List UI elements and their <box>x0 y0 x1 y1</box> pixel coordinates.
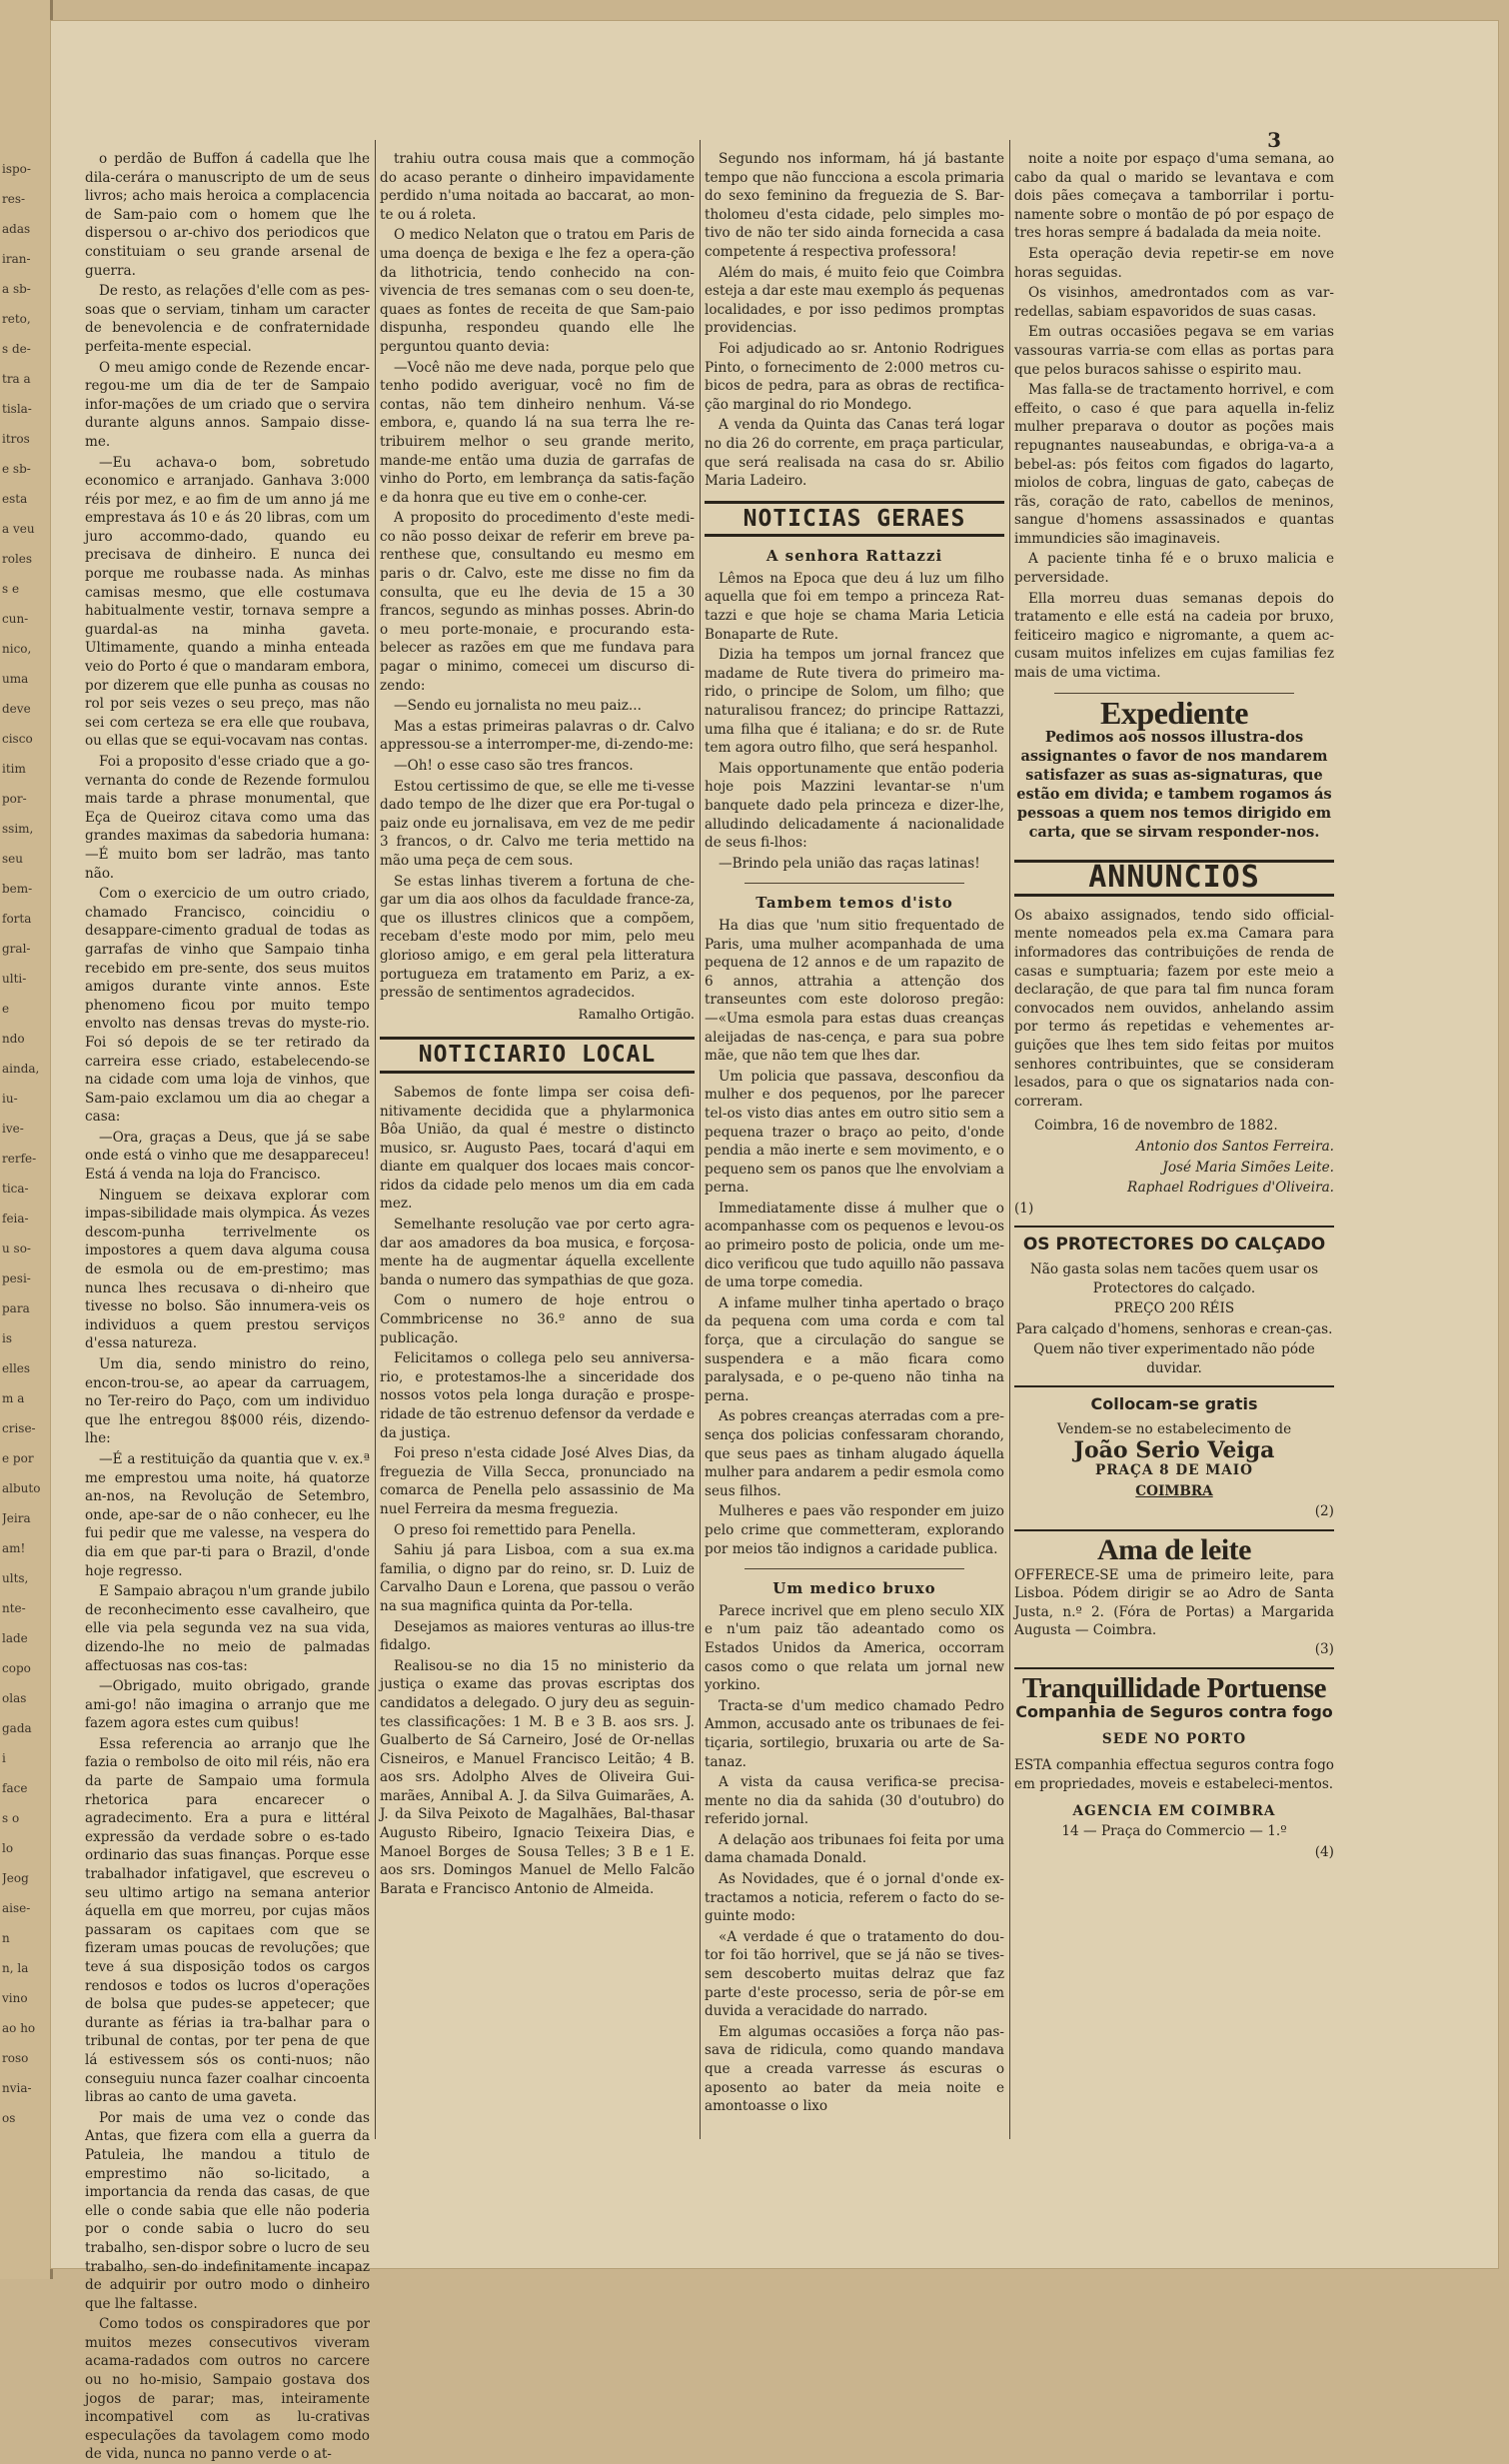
section-title-noticias-geraes: NOTICIAS GERAES <box>705 501 1004 538</box>
gutter-text-fragment: adas <box>2 222 31 236</box>
ad-ama-text: OFFERECE-SE uma de primeiro leite, para Lisboa. Pódem dirigir se ao Adro de Santa Justa, n.º 2. (Fóra de Portas) a Margarida Augusta — Coimbra. <box>1014 1566 1334 1639</box>
gutter-text-fragment: gada <box>2 1721 32 1735</box>
paragraph: O meu amigo conde de Rezende encar-regou-me um dia de ter de Sampaio infor-mações de um criado que o servira durante alguns annos. Sampaio disse-me. <box>85 359 370 450</box>
section-title-noticiario-local: NOTICIARIO LOCAL <box>380 1037 695 1074</box>
paragraph: As pobres creanças aterradas com a pre-sença dos policias confessaram chorando, que seus paes as tinham alugado áquella mulher para andarem a pedir esmola como seus filhos. <box>705 1408 1004 1499</box>
gutter-text-fragment: e por <box>2 1451 34 1465</box>
gutter-text-fragment: s o <box>2 1811 20 1825</box>
paragraph: Dizia ha tempos um jornal francez que madame de Rute tivera do primeiro ma-rido, o principe de Solom, um filho; que naturalisou francez; do principe Rattazzi, uma filha que é italiana; e do sr. de Rute tem agora outro filho, que será hespanhol. <box>705 647 1004 757</box>
gutter-text-fragment: os <box>2 2111 16 2125</box>
gutter-text-fragment: ive- <box>2 1122 24 1136</box>
paragraph: noite a noite por espaço d'uma semana, ao cabo da qual o marido se levantava e com dois pães começava a tamborrilar i portu-namente sobre o montão de pó por espaço de tres horas sempre á badalada da meia noite. <box>1014 151 1334 242</box>
gutter-text-fragment: tisla- <box>2 402 32 416</box>
ad-tranquillidade-text: ESTA companhia effectua seguros contra fogo em propriedades, moveis e estabeleci-mentos. <box>1014 1757 1334 1792</box>
divider <box>1014 1385 1334 1387</box>
ad-number: (4) <box>1314 1843 1334 1860</box>
gutter-text-fragment: tra a <box>2 372 31 386</box>
ad-collocam-title: Collocam-se gratis <box>1090 1394 1258 1414</box>
ad-tranquillidade-title: Tranquillidade Portuense <box>1021 1671 1327 1704</box>
paragraph: Se estas linhas tiverem a fortuna de che-gar um dia aos olhos da faculdade france-za, que os illustres clinicos que a compõem, recebam d'este modo por mim, pelo meu glorioso amigo, e em geral pela litteratura portugueza em tratamento em Pariz, a ex-pressão de sentimentos agradecidos. <box>380 873 695 1002</box>
divider <box>1054 693 1294 694</box>
paragraph: Lêmos na Epoca que deu á luz um filho aquella que foi em tempo a princeza Rat-tazzi e que hoje se chama Maria Leticia Bonaparte de Rute. <box>705 570 1004 643</box>
paragraph: Immediatamente disse á mulher que o acompanhasse com os pequenos e levou-os ao primeiro posto de policia, onde um me-dico verificou que tudo aquillo não passava de uma torpe comedia. <box>705 1200 1004 1291</box>
gutter-text-fragment: crise- <box>2 1421 36 1435</box>
paragraph: Um dia, sendo ministro do reino, encon-trou-se, ao apear da carruagem, no Ter-reiro do Paço, com um individuo que lhe entregou 8$000 réis, dizendo-lhe: <box>85 1356 370 1447</box>
gutter-text-fragment: face <box>2 1781 28 1795</box>
ad-line: Não gasta solas nem tacões quem usar os Protectores do calçado. <box>1029 1260 1319 1296</box>
paragraph: As Novidades, que é o jornal d'onde ex-tractamos a noticia, referem o facto do se-guinte modo: <box>705 1871 1004 1925</box>
ad-signer: José Maria Simões Leite. <box>1162 1159 1334 1176</box>
paragraph: Esta operação devia repetir-se em nove horas seguidas. <box>1014 245 1334 281</box>
ad-line: PRAÇA 8 DE MAIO <box>1094 1462 1254 1479</box>
gutter-text-fragment: e sb- <box>2 462 31 476</box>
ad-number: (3) <box>1314 1641 1334 1657</box>
gutter-text-fragment: iran- <box>2 252 31 266</box>
divider <box>745 883 964 884</box>
gutter-text-fragment: is <box>2 1331 12 1345</box>
gutter-text-fragment: reto, <box>2 312 31 326</box>
gutter-text-fragment: nvia- <box>2 2081 32 2095</box>
gutter-text-fragment: nte- <box>2 1601 26 1615</box>
gutter-text-fragment: iu- <box>2 1092 18 1106</box>
paragraph: —Eu achava-o bom, sobretudo economico e arranjado. Ganhava 3:000 réis por mez, e ao fim de um anno já me emprestava ás 10 e ás 20 libras, com um juro accommo-dado, quando eu precisava de dinheiro. E nunca dei porque me roubasse nada. As minhas camisas mesmo, que elle costumava habitualmente vestir, tornava sempre a guardal-as na minha gaveta. Ultimamente, quando a minha enteada veio do Porto é que o mandaram embora, por dizerem que elle punha as cousas no rol por seis vezes o seu preço, mas não sei com certeza se era elle que roubava, ou ellas que se equi-vocavam nas contas. <box>85 454 370 750</box>
column-2 <box>380 150 695 1900</box>
paragraph: Por mais de uma vez o conde das Antas, que fizera com ella a guerra da Patuleia, lhe mandou a titulo de emprestimo não so-licitado, a importancia da renda das casas, de que elle o conde sabia que elle não poderia por o conde sabia o lucro do seu trabalho, sen-dispor sobre o lucro de seu trabalho, sen-do indefinitamente incapaz de adquirir por outro modo o dinheiro que lhe faltasse. <box>85 2109 370 2312</box>
ad-line: Vendem-se no estabelecimento de <box>1056 1421 1292 1438</box>
gutter-text-fragment: s de- <box>2 342 31 356</box>
column-rule <box>700 140 701 2139</box>
gutter-text-fragment: itim <box>2 762 26 776</box>
paragraph: Um policia que passava, desconfiou da mulher e dos pequenos, por lhe parecer tel-os visto dias antes em outro sitio sem a pequena trazer o braço ao peito, d'onde pendia a mão inerte e sem movimento, e o pequeno sem os panos que lhe envolviam a perna. <box>705 1068 1004 1197</box>
paragraph: A delação aos tribunaes foi feita por uma dama chamada Donald. <box>705 1831 1004 1867</box>
paragraph: Mais opportunamente que então poderia hoje pois Mazzini levantar-se n'um banquete dado pela princeza e dizer-lhe, alludindo delicadamente á nacionalidade de seus fi-lhos: <box>705 760 1004 852</box>
divider <box>1014 1667 1334 1669</box>
gutter-text-fragment: forta <box>2 912 32 926</box>
paragraph: E Sampaio abraçou n'um grande jubilo de reconhecimento esse cavalheiro, que elle via pela segunda vez na sua vida, dizendo-lhe no meio de palmadas affectuosas nas cos-tas: <box>85 1583 370 1674</box>
gutter-text-fragment: albuto <box>2 1481 41 1495</box>
gutter-text-fragment: Jeog <box>2 1871 29 1885</box>
paragraph: trahiu outra cousa mais que a commoção do acaso perante o dinheiro impavidamente perdido n'uma noitada ao baccarat, ao mon-te ou á roleta. <box>380 151 695 223</box>
ad-ama-title: Ama de leite <box>1097 1533 1251 1567</box>
gutter-text-fragment: nico, <box>2 642 32 656</box>
news-item: Segundo nos informam, há já bastante tempo que não funcciona a escola primaria do sexo feminino da freguezia de S. Bar-tholomeu d'esta cidade, pelo simples mo-tivo de não ter sido ainda fornecida a casa competente á respectiva professora! <box>705 151 1004 260</box>
paragraph: Tracta-se d'um medico chamado Pedro Ammon, accusado ante os tribunaes de fei-tiçaria, sortilegio, bruxaria ou arte de Sa-tanaz. <box>705 1697 1004 1770</box>
gutter-text-fragment: roles <box>2 552 33 566</box>
paragraph: Parece incrivel que em pleno seculo XIX e n'um paiz tão adeantado como os Estados Unidos da America, occorram casos como o que relata um jornal new yorkino. <box>705 1602 1004 1694</box>
ad-signer: Raphael Rodrigues d'Oliveira. <box>1127 1180 1334 1197</box>
gutter-text-fragment: seu <box>2 852 23 866</box>
paragraph: Em algumas occasiões a força não pas-sava de ridicula, como quando mandava que a creada varresse ás escuras o aposento ao bater da meia noite e amontoasse o lixo <box>705 2023 1004 2115</box>
divider <box>1014 1529 1334 1531</box>
gutter-text-fragment: Jeira <box>2 1511 31 1525</box>
annuncios-title: ANNUNCIOS <box>1014 860 1334 897</box>
paragraph: Ella morreu duas semanas depois do tratamento e elle está na cadeia por bruxo, feiticeiro magico e nigromante, a quem ac-cusam muitos infelizes em cujas familias fez mais de uma victima. <box>1014 590 1334 682</box>
gutter-text-fragment: elles <box>2 1361 31 1375</box>
gutter-text-fragment: uma <box>2 672 29 686</box>
ad-number: (1) <box>1014 1200 1034 1217</box>
author-signature: Ramalho Ortigão. <box>578 1007 695 1023</box>
news-item: Desejamos as maiores venturas ao illus-tre fidalgo. <box>380 1618 695 1654</box>
ad-protectores-title: OS PROTECTORES DO CALÇADO <box>1022 1234 1326 1255</box>
gutter-text-fragment: am! <box>2 1541 26 1555</box>
paragraph: O medico Nelaton que o tratou em Paris de uma doença de bexiga e lhe fez a opera-ção da lithotricia, tendo conhecido na con-vivencia de tres semanas com o seu doen-te, quaes as fontes de receita de que Sam-paio dispunha, respondeu quando elle lhe perguntou quanto devia: <box>380 227 695 355</box>
gutter-text-fragment: cisco <box>2 732 33 746</box>
gutter-text-fragment: res- <box>2 192 26 206</box>
paragraph: —É a restituição da quantia que v. ex.ª me emprestou uma noite, há quatorze an-nos, na Revolução de Setembro, onde, ape-sar de o não conhecer, eu lhe fui pedir que me valesse, na vespera do dia em que par-ti para o Brazil, d'onde hoje regresso. <box>85 1450 370 1579</box>
paragraph: —Você não me deve nada, porque pelo que tenho podido averiguar, você no fim de contas, não tem dinheiro nenhum. Vá-se embora, e, quando lá na sua terra lhe re-tribuirem melhor o seu grande merito, mande-me então uma duzia de garrafas de vinho do Porto, em lembrança da satis-fação e da honra que eu tive em o conhe-cer. <box>380 359 695 506</box>
paragraph: A paciente tinha fé e o bruxo malicia e perversidade. <box>1014 551 1334 587</box>
gutter-text-fragment: rerfe- <box>2 1152 37 1166</box>
article-heading: Tambem temos d'isto <box>755 894 953 913</box>
gutter-text-fragment: ndo <box>2 1032 25 1046</box>
gutter-text-fragment: copo <box>2 1661 31 1675</box>
column-rule <box>1009 140 1010 2139</box>
gutter-text-fragment: itros <box>2 432 30 446</box>
ad-tranquillidade-subtitle: Companhia de Seguros contra fogo <box>1015 1702 1333 1722</box>
gutter-text-fragment: ainda, <box>2 1062 40 1076</box>
gutter-text-fragment: tica- <box>2 1182 29 1196</box>
column-4 <box>1014 150 1334 1861</box>
gutter-text-fragment: aise- <box>2 1901 31 1915</box>
news-item: Semelhante resolução vae por certo agra-dar aos amadores da boa musica, e forçosa-mente ha de augmentar áquella excellente banda o numero das sympathias de que goza. <box>380 1217 695 1288</box>
gutter-text-fragment: gral- <box>2 942 31 956</box>
column-3 <box>705 150 1004 2118</box>
gutter-text-fragment: ssim, <box>2 822 34 836</box>
news-item: Felicitamos o collega pelo seu anniversa-rio, e protestamos-lhe a sinceridade dos nossos votos pela longa duração e prospe-ridade de tão estrenuo defensor da verdade e da justiça. <box>380 1350 695 1441</box>
gutter-text-fragment: u so- <box>2 1241 31 1255</box>
ad-declaration: Os abaixo assignados, tendo sido official-mente nomeados pela ex.ma Camara para informadores das contribuições de renda de casas e sumptuaria; fazem por este meio a declaração, de que para tal fim nunca foram convocados nem ouvidos, anhelando assim por termo ás repetidas e vehementes ar-guições que lhes tem sido feitas por muitos senhores contribuintes, que se consideram lesados, para o que os signatarios nada con-correram. <box>1014 907 1334 1110</box>
gutter-text-fragment: a sb- <box>2 282 31 296</box>
gutter-text-fragment: s e <box>2 582 20 596</box>
paragraph: Ninguem se deixava explorar com impas-sibilidade mais olympica. Ás vezes descom-punha terrivelmente os impostores a quem dava alguma cousa de esmola ou de em-prestimo; mas nunca lhes recusava o di-nheiro que tivesse no bolso. São innumera-veis os individuos a quem prestou serviços d'essa natureza. <box>85 1187 370 1352</box>
article-heading: A senhora Rattazzi <box>765 547 943 566</box>
ad-signer: Antonio dos Santos Ferreira. <box>1135 1138 1334 1155</box>
ad-line: PREÇO 200 RÉIS <box>1113 1300 1235 1317</box>
news-item: O preso foi remettido para Penella. <box>394 1521 637 1538</box>
divider <box>1014 1226 1334 1228</box>
ad-agency: AGENCIA EM COIMBRA <box>1072 1802 1276 1819</box>
gutter-text-fragment: olas <box>2 1691 27 1705</box>
news-item: Foi preso n'esta cidade José Alves Dias, da freguezia de Villa Secca, pronunciado na comarca de Penella pelo assassinio de Ma nuel Ferreira da mesma freguezia. <box>380 1445 695 1517</box>
paragraph: A infame mulher tinha apertado o braço da pequena com uma corda e com tal força, que a circulação do sangue se suspendera e a mão ficara como paralysada, e o pe-queno não tinha na perna. <box>705 1294 1004 1404</box>
paragraph: Ha dias que 'num sitio frequentado de Paris, uma mulher acompanhada de uma pequena de 12 annos e de um rapazito de 6 annos, attrahia a attenção dos transeuntes com este doloroso pregão: —«Uma esmola para estas duas creanças aleijadas de nas-cença, e para sua pobre mãe, que não tem que lhes dar. <box>705 917 1004 1065</box>
column-1 <box>85 150 370 2463</box>
expediente-text: Pedimos aos nossos illustra-dos assignantes o favor de nos mandarem satisfazer as suas as-signaturas, que estão em divida; e tambem rogamos ás pessoas a quem nos temos dirigido em carta, que se sirvam responder-nos. <box>1016 729 1332 842</box>
ad-line: COIMBRA <box>1135 1482 1213 1499</box>
paragraph: —Oh! o esse caso são tres francos. <box>394 758 634 774</box>
gutter-text-fragment: lo <box>2 1841 14 1855</box>
gutter-text-fragment: roso <box>2 2051 29 2065</box>
page-number: 3 <box>1267 128 1281 152</box>
gutter-text-fragment: i <box>2 1751 6 1765</box>
news-item: A venda da Quinta das Canas terá logar no dia 26 do corrente, em praça particular, que será realisada na casa do sr. Abilio Maria Ladeiro. <box>705 417 1004 490</box>
paragraph: «A verdade é que o tratamento do dou-tor foi tão horrivel, que se já não se tives-sem descoberto muitas delraz que faz parte d'este processo, seria de pôr-se em duvida a veracidade do narrado. <box>705 1928 1004 2020</box>
gutter-text-fragment: vino <box>2 1991 28 2005</box>
news-item: Sahiu já para Lisboa, com a sua ex.ma familia, o digno par do reino, sr. D. Luiz de Carvalho Daun e Lorena, que passou o verão na sua magnifica quinta da Por-tella. <box>380 1542 695 1614</box>
paragraph: —Brindo pela união das raças latinas! <box>719 855 980 872</box>
paragraph: Mas falla-se de tractamento horrivel, e com effeito, o caso é que para aquella in-feliz mulher preparava o doutor as poções mais repugnantes nauseabundas, e obriga-va-a a bebel-as: pós feitos com figados do lagarto, miolos de cobra, linguas de gato, cabeças de rãs, coração de rato, cabellos de meninos, sangue d'homens assassinados e quantas immundicies são imaginaveis. <box>1014 382 1334 547</box>
ad-date: Coimbra, 16 de novembro de 1882. <box>1034 1118 1278 1135</box>
paragraph: De resto, as relações d'elle com as pes-soas que o serviam, tinham um caracter de benevolencia e de confraternidade perfeita-mente especial. <box>85 283 370 355</box>
gutter-text-fragment: a veu <box>2 522 35 536</box>
column-rule <box>375 140 376 2139</box>
paragraph: Em outras occasiões pegava se em varias vassouras varria-se com ellas as portas para que pelos buracos sahisse o espirito mau. <box>1014 324 1334 378</box>
ad-line: Para calçado d'homens, senhoras e crean-ças. <box>1015 1320 1333 1337</box>
gutter-text-fragment: feia- <box>2 1212 29 1226</box>
ad-number: (2) <box>1314 1503 1334 1520</box>
gutter-text-fragment: ulti- <box>2 972 27 986</box>
article-heading: Um medico bruxo <box>772 1579 936 1598</box>
paragraph: Estou certissimo de que, se elle me ti-vesse dado tempo de lhe dizer que era Por-tugal o paiz onde eu jornalisava, em vez de me pedir 3 francos, o dr. Calvo me teria mettido na mão uma peça de cem sous. <box>380 778 695 869</box>
paragraph: A vista da causa verifica-se precisa-mente no dia da sahida (30 d'outubro) do referido jornal. <box>705 1774 1004 1828</box>
gutter-text-fragment: pesi- <box>2 1271 31 1285</box>
paragraph: —Sendo eu jornalista no meu paiz... <box>394 698 642 715</box>
gutter-text-fragment: esta <box>2 492 28 506</box>
news-item: Sabemos de fonte limpa ser coisa defi-nitivamente decidida que a phylarmonica Bôa União, da qual é mestre o distincto musico, sr. Augusto Paes, tocará d'aqui em diante em qualquer dos locaes mais concor-ridos da cidade pelo menos um dia em cada mez. <box>380 1084 695 1213</box>
paragraph: Mulheres e paes vão responder em juizo pelo crime que commetteram, explorando por meios tão indignos a caridade publica. <box>705 1503 1004 1557</box>
ad-seat: SEDE NO PORTO <box>1101 1730 1247 1747</box>
ad-address: 14 — Praça do Commercio — 1.º <box>1061 1823 1287 1840</box>
news-item: Realisou-se no dia 15 no ministerio da justiça o exame das provas escriptas dos candidatos a delegado. O jury deu as seguin-tes classificações: 1 M. B e 3 B. aos srs. J. Gualberto de Sá Carneiro, José de Or-nellas Cisneiros, e Manuel Francisco Leitão; 4 B. aos srs. Adolpho Alves de Oliveira Gui-marães, Annibal A. J. da Silva Guimarães, A. J. da Silva Peixoto de Magalhães, Bal-thasar Augusto Ribeiro, Ignacio Teixeira Dias, e Manoel Borges de Sousa Telles; 3 B e 1 E. aos srs. Domingos Manuel de Mello Falcão Barata e Francisco Antonio de Almeida. <box>380 1657 695 1897</box>
paragraph: Os visinhos, amedrontados com as var-redellas, sabiam espavoridos de suas casas. <box>1014 285 1334 320</box>
gutter-text-fragment: n <box>2 1931 10 1945</box>
news-item: Foi adjudicado ao sr. Antonio Rodrigues Pinto, o fornecimento de 2:000 metros cu-bicos de pedra, para as obras de rectifica-ção marginal do rio Mondego. <box>705 340 1004 413</box>
gutter-text-fragment: e <box>2 1002 10 1016</box>
paragraph: Foi a proposito d'esse criado que a go-vernanta do conde de Rezende formulou mais tarde a phrase monumental, que Eça de Queiroz citava como uma das grandes maximas da sabedoria humana:—É muito bom ser ladrão, mas tanto não. <box>85 754 370 882</box>
news-item: Com o numero de hoje entrou o Commbricense no 36.º anno de sua publicação. <box>380 1292 695 1346</box>
previous-page-gutter <box>0 0 53 2279</box>
gutter-text-fragment: ults, <box>2 1571 29 1585</box>
gutter-text-fragment: m a <box>2 1391 25 1405</box>
paragraph: —Obrigado, muito obrigado, grande ami-go! não imagina o arranjo que me fazem agora estes cum quibus! <box>85 1678 370 1732</box>
paragraph: o perdão de Buffon á cadella que lhe dila-cerára o manuscripto de um de seus livros; acho mais heroica a complacencia de Sam-paio com o homem que lhe dispersou o ar-chivo dos periodicos que constituiam o seu grande arsenal de guerra. <box>85 151 370 279</box>
paragraph: Como todos os conspiradores que por muitos mezes consecutivos viveram acama-radados com outros no carcere ou no ho-misio, Sampaio gostava dos jogos de parar; mas, inteiramente incompativel com as lu-crativas especulações da tavolagem como modo de vida, nunca no panno verde o at- <box>85 2316 370 2463</box>
gutter-text-fragment: deve <box>2 702 31 716</box>
gutter-text-fragment: cun- <box>2 612 29 626</box>
gutter-text-fragment: para <box>2 1301 30 1315</box>
gutter-text-fragment: por- <box>2 792 27 806</box>
ad-line: João Serio Veiga <box>1073 1436 1275 1463</box>
gutter-text-fragment: n, la <box>2 1961 29 1975</box>
divider <box>745 1568 964 1569</box>
gutter-text-fragment: ispo- <box>2 162 31 176</box>
gutter-text-fragment: bem- <box>2 882 33 896</box>
paragraph: Com o exercicio de um outro criado, chamado Francisco, coincidiu o desappare-cimento gradual de todas as garrafas de vinho que Sampaio tinha recebido em pre-sente, dos seus muitos amigos durante vinte annos. Este phenomeno ficou por muito tempo envolto nas densas trevas do myste-rio. Foi só depois de se ter retirado da carreira esse criado, estabelecendo-se na cidade com uma loja de vinhos, que Sam-paio exclamou um dia ao chegar a casa: <box>85 886 370 1126</box>
ad-line: Quem não tiver experimentado não póde duvidar. <box>1033 1341 1315 1376</box>
paragraph: —Ora, graças a Deus, que já se sabe onde está o vinho que me desappareceu! Está á venda na loja do Francisco. <box>85 1129 370 1184</box>
paragraph: A proposito do procedimento d'este medi-co não posso deixar de referir em breve pa-renthese que, consultando eu mesmo em paris o dr. Calvo, este me disse no fim da consulta, que eu lhe devia de 15 a 30 francos, segundo as minhas posses. Abrin-do o meu porte-monaie, e procurando esta-belecer as razões em que me fundava para pagar o minimo, comecei um discurso di-zendo: <box>380 510 695 694</box>
paragraph: Essa referencia ao arranjo que lhe fazia o rembolso de oito mil réis, não era da parte de Sampaio uma formula rhetorica para encarecer o agradecimento. Era a pura e littéral expressão da verdade sobre o es-tado ordinario das suas finanças. Porque esse trabalhador infatigavel, que escreveu o seu ultimo artigo na semana anterior áquella em que morreu, por cujas mãos passaram os capitaes com que se fizeram umas poucas de revoluções; que teve á sua disposição todos os cargos rendosos e todos os lucros d'operações de bolsa que pudes-se appetecer; que durante as férias ia tra-balhar para o tribunal de contas, por ter pena de que lá estivessem sós os conti-nuos; não conseguiu nunca fazer coalhar cincoenta libras ao canto de uma gaveta. <box>85 1735 370 2106</box>
gutter-text-fragment: ao ho <box>2 2021 36 2035</box>
expediente-title: Expediente <box>1100 694 1248 731</box>
paragraph: Mas a estas primeiras palavras o dr. Calvo appressou-se a interromper-me, di-zendo-me: <box>380 718 695 754</box>
news-item: Além do mais, é muito feio que Coimbra esteja a dar este mau exemplo ás pequenas localidades, e por isso pedimos promptas providencias. <box>705 264 1004 337</box>
gutter-text-fragment: lade <box>2 1631 28 1645</box>
